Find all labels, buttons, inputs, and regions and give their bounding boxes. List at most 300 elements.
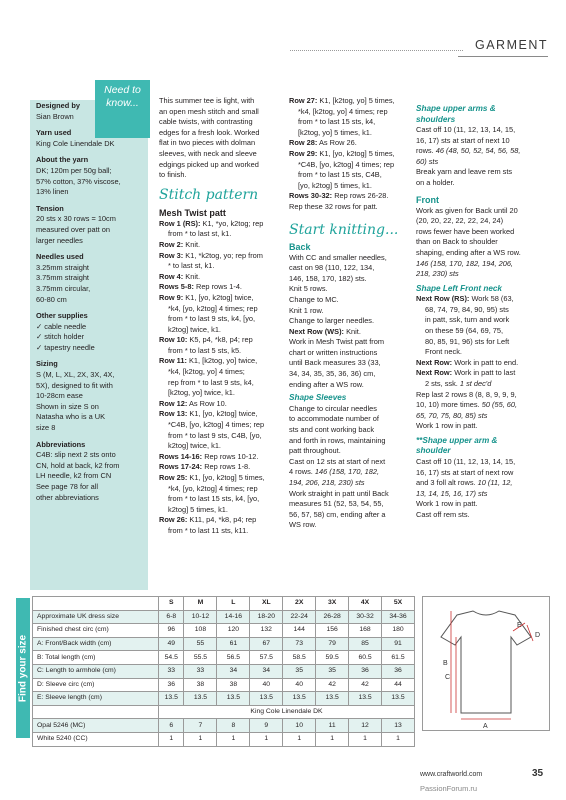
text-line: Change to MC. bbox=[289, 294, 339, 304]
back-title: Back bbox=[289, 241, 311, 252]
left-neck-instructions bbox=[416, 294, 546, 432]
row-continuation: *k4, [yo, k2tog] 4 times; rep bbox=[168, 483, 258, 493]
section-heading: GARMENT bbox=[458, 38, 548, 57]
text-line: and forth in rows, maintaining bbox=[289, 435, 386, 445]
row-text: K1, [k2tog, yo] twice, bbox=[189, 356, 258, 366]
table-cell: 1 bbox=[184, 732, 217, 746]
table-cell: 38 bbox=[217, 678, 250, 692]
row-text: K1, *yo, k2tog; rep bbox=[202, 218, 264, 228]
table-cell: 3X bbox=[316, 597, 349, 611]
table-cell: XL bbox=[250, 597, 283, 611]
table-cell: 13 bbox=[382, 719, 415, 733]
table-cell: Approximate UK dress size bbox=[33, 610, 159, 624]
table-cell: 13.5 bbox=[250, 692, 283, 706]
row-label: Row 9: bbox=[159, 292, 184, 302]
text-line: sts and cont working back bbox=[289, 424, 375, 434]
sidebar-text: C4B: slip next 2 sts onto bbox=[36, 450, 116, 460]
row-label: Rows 14-16: bbox=[159, 451, 203, 461]
sidebar-text: Sian Brown bbox=[36, 111, 74, 121]
row-continuation: in patt, ssk, turn and work bbox=[425, 315, 510, 325]
table-cell: 30-32 bbox=[349, 610, 382, 624]
table-cell: 18-20 bbox=[250, 610, 283, 624]
table-cell: 13.5 bbox=[159, 692, 184, 706]
stitch-count: 194, 206, 218, 230) sts bbox=[289, 477, 365, 487]
pattern-row bbox=[416, 358, 546, 369]
yarn-row bbox=[33, 732, 415, 746]
sidebar-text: 5X), designed to fit with bbox=[36, 380, 113, 390]
sidebar-heading: Yarn used bbox=[36, 128, 72, 138]
pattern-row bbox=[159, 473, 285, 484]
row-continuation: from * to last 9 sts, k4, [yo, bbox=[168, 314, 256, 324]
text-line: rows fewer have been worked bbox=[416, 226, 515, 236]
sidebar-text: S (M, L, XL, 2X, 3X, 4X, bbox=[36, 370, 115, 380]
page-number: 35 bbox=[532, 768, 544, 779]
pattern-row bbox=[159, 219, 285, 230]
text-line: cable twists, with contrasting bbox=[159, 117, 253, 127]
row-continuation: [k2tog, yo] twice, k1. bbox=[168, 388, 235, 398]
text-line: This summer tee is light, with bbox=[159, 96, 255, 105]
table-cell: 180 bbox=[382, 624, 415, 638]
text-line: shaping, ending after a WS row. bbox=[416, 247, 521, 257]
sidebar-text: 57% cotton, 37% viscose, bbox=[36, 176, 121, 186]
table-row bbox=[33, 624, 415, 638]
table-cell: 12 bbox=[349, 719, 382, 733]
row-continuation bbox=[416, 379, 546, 390]
stitch-pattern-title: Stitch pattern bbox=[159, 186, 259, 203]
table-cell: 67 bbox=[250, 637, 283, 651]
text-line: Work 1 row in patt. bbox=[416, 421, 478, 431]
row-text: Knit. bbox=[185, 239, 201, 249]
table-cell: D: Sleeve circ (cm) bbox=[33, 678, 159, 692]
row-continuation: *C4B, [yo, k2tog] 4 times; rep bbox=[298, 159, 395, 169]
row-label: Row 2: bbox=[159, 239, 184, 249]
row-label: Next Row (RS): bbox=[416, 294, 470, 304]
row-continuation: k2tog] 5 times, k1. bbox=[168, 504, 228, 514]
table-cell: 6-8 bbox=[159, 610, 184, 624]
pattern-row bbox=[289, 96, 411, 107]
sidebar-text: See page 78 for all bbox=[36, 482, 99, 491]
upper-arms-instructions bbox=[416, 125, 546, 189]
text-line: Change to circular needles bbox=[289, 403, 377, 413]
sidebar-text: King Cole Linendale DK bbox=[36, 138, 115, 148]
row-continuation: on these 59 (64, 69, 75, bbox=[425, 326, 504, 335]
text-line: measures 51 (52, 53, 54, 55, bbox=[289, 499, 384, 509]
text-line: Work straight in patt until Back bbox=[289, 488, 389, 498]
row-text: K1, *k2tog, yo; rep from bbox=[185, 250, 263, 260]
row-continuation: rep from * to last 9 sts, k4, bbox=[168, 377, 254, 387]
table-cell: 33 bbox=[159, 664, 184, 678]
text-line: Cast off 10 (11, 12, 13, 14, 15, bbox=[416, 456, 516, 466]
table-row bbox=[33, 651, 415, 665]
stitch-count: 50 (55, 60, bbox=[481, 400, 518, 410]
table-cell: 91 bbox=[382, 637, 415, 651]
sidebar-heading: Needles used bbox=[36, 252, 84, 262]
row-label: Row 10: bbox=[159, 335, 188, 345]
row-text: 2 sts, ssk. bbox=[425, 378, 458, 388]
table-cell: 40 bbox=[250, 678, 283, 692]
table-header-row bbox=[33, 597, 415, 611]
text-line: ending after a WS row. bbox=[289, 379, 364, 389]
table-cell: 120 bbox=[217, 624, 250, 638]
row-label: Row 29: bbox=[289, 148, 318, 158]
table-cell: 13.5 bbox=[316, 692, 349, 706]
column-2 bbox=[289, 96, 411, 531]
text-line: 16, 17) sts at start of next row bbox=[416, 467, 514, 477]
back-instructions-2 bbox=[289, 337, 411, 390]
upper-arms-title: Shape upper arms & shoulders bbox=[416, 104, 496, 124]
table-cell: White 5240 (CC) bbox=[33, 732, 159, 746]
text-line: Cast off 10 (11, 12, 13, 14, 15, bbox=[416, 125, 516, 134]
table-cell: 61.5 bbox=[382, 651, 415, 665]
sidebar-text: Natasha who is a UK bbox=[36, 412, 106, 422]
upper-arm-shoulder-title: **Shape upper arm & shoulder bbox=[416, 435, 498, 456]
row-text: Rep rows 1-4. bbox=[195, 282, 242, 292]
table-cell: 38 bbox=[184, 678, 217, 692]
text-line: 10, 10) more times. 50 (55, 60, bbox=[416, 400, 518, 410]
table-row bbox=[33, 692, 415, 706]
table-cell: 13.5 bbox=[184, 692, 217, 706]
table-cell: 33 bbox=[184, 664, 217, 678]
row-continuation: *C4B, [yo, k2tog] 4 times; rep bbox=[168, 420, 265, 430]
table-cell: S bbox=[159, 597, 184, 611]
pattern-row bbox=[289, 138, 411, 149]
sidebar-text: 10-28cm ease bbox=[36, 391, 83, 401]
table-cell: 1 bbox=[250, 732, 283, 746]
mesh-twist-title: Mesh Twist patt bbox=[159, 207, 226, 218]
table-cell: 11 bbox=[316, 719, 349, 733]
diagram-label-d: D bbox=[535, 632, 541, 639]
text-line: edges for a fresh look. Worked bbox=[159, 127, 260, 137]
table-cell: 6 bbox=[159, 719, 184, 733]
pattern-row bbox=[159, 282, 285, 293]
text-line: cast on 98 (110, 122, 134, bbox=[289, 263, 375, 273]
text-line: Work as given for Back until 20 bbox=[416, 205, 518, 215]
sidebar-text: CN, hold at back, k2 from bbox=[36, 460, 120, 470]
row-text: Work 58 (63, bbox=[471, 294, 514, 304]
sidebar-text: 3.75mm straight bbox=[36, 273, 89, 283]
row-continuation: *k4, [k2tog, yo] 4 times; bbox=[168, 367, 245, 377]
table-cell: 14-16 bbox=[217, 610, 250, 624]
repeat-text: Rep these 32 rows for patt. bbox=[289, 201, 378, 211]
intro-text bbox=[159, 96, 285, 181]
sidebar-heading: Designed by bbox=[36, 101, 80, 110]
pattern-row bbox=[159, 515, 285, 526]
shape-sleeves-title: Shape Sleeves bbox=[289, 393, 347, 403]
next-row-label: Next Row (WS): bbox=[289, 326, 345, 336]
left-neck-title: Shape Left Front neck bbox=[416, 283, 502, 293]
yarn-header: King Cole Linendale DK bbox=[159, 705, 415, 719]
text-line: to finish. bbox=[159, 170, 187, 180]
table-cell: 7 bbox=[184, 719, 217, 733]
row-text: K5, p4, *k8, p4; rep bbox=[189, 335, 253, 345]
footer-url: www.craftworld.com bbox=[420, 771, 483, 778]
sidebar-text: size 8 bbox=[36, 423, 56, 433]
table-cell: C: Length to armhole (cm) bbox=[33, 664, 159, 678]
stitch-count: 10 (11, 12, bbox=[477, 478, 513, 488]
row-label: Row 1 (RS): bbox=[159, 218, 201, 228]
stitch-count: 60) sts bbox=[416, 156, 439, 166]
pattern-row bbox=[159, 251, 285, 262]
row-continuation: [k2tog, yo] 5 times, k1. bbox=[298, 127, 372, 137]
table-cell: 59.5 bbox=[316, 651, 349, 665]
table-cell: 1 bbox=[316, 732, 349, 746]
stitch-count: 146 (158, 170, 182, bbox=[314, 467, 379, 477]
text-line: an open mesh stitch and small bbox=[159, 106, 259, 116]
table-cell: 2X bbox=[283, 597, 316, 611]
table-cell: L bbox=[217, 597, 250, 611]
table-row bbox=[33, 610, 415, 624]
table-cell: 55.5 bbox=[184, 651, 217, 665]
pattern-row bbox=[159, 293, 285, 304]
pattern-row bbox=[159, 462, 285, 473]
sidebar-text: ✓ stitch holder bbox=[36, 332, 85, 342]
yarn-row bbox=[33, 719, 415, 733]
garment-diagram bbox=[422, 596, 550, 731]
find-your-size-band: Find your size bbox=[16, 598, 30, 738]
row-text: K1, [k2tog, yo] 5 times, bbox=[319, 96, 395, 105]
table-cell: Opal 5246 (MC) bbox=[33, 719, 159, 733]
row-continuation: from * to last 15 sts, k4, [yo, bbox=[168, 494, 260, 504]
table-cell: 108 bbox=[184, 624, 217, 638]
table-cell: 36 bbox=[349, 664, 382, 678]
row-continuation: *k4, [yo, k2tog] 4 times; rep bbox=[168, 303, 258, 313]
text-line: and 3 foll alt rows. 10 (11, 12, bbox=[416, 478, 513, 488]
stitch-count: 218, 230) sts bbox=[416, 269, 459, 279]
table-cell: 35 bbox=[283, 664, 316, 678]
row-label: Next Row: bbox=[416, 368, 453, 378]
text-line: Knit 1 row. bbox=[289, 305, 324, 315]
table-cell: 13.5 bbox=[349, 692, 382, 706]
table-cell: 156 bbox=[316, 624, 349, 638]
text-line: WS row. bbox=[289, 520, 317, 530]
table-cell: 73 bbox=[283, 637, 316, 651]
sidebar-text: larger needles bbox=[36, 235, 83, 245]
column-3 bbox=[416, 96, 546, 521]
row-continuation: from * to last 5 sts, k5. bbox=[168, 345, 242, 355]
row-label: Row 27: bbox=[289, 96, 318, 105]
row-label: Next Row: bbox=[416, 357, 453, 367]
row-label: Row 12: bbox=[159, 398, 188, 408]
text-line: With CC and smaller needles, bbox=[289, 252, 387, 262]
row-continuation: Front neck. bbox=[425, 347, 462, 357]
table-cell: 42 bbox=[349, 678, 382, 692]
row-continuation: 68, 74, 79, 84, 90, 95) sts bbox=[425, 304, 509, 314]
table-cell: 144 bbox=[283, 624, 316, 638]
sidebar-text: 60-80 cm bbox=[36, 294, 67, 304]
row-label: Row 28: bbox=[289, 138, 318, 148]
text-line: 146, 158, 170, 182) sts. bbox=[289, 273, 367, 283]
row-continuation: k2tog] twice, k1. bbox=[168, 324, 221, 334]
text-line: Work in Mesh Twist patt from bbox=[289, 337, 385, 347]
table-cell: 79 bbox=[316, 637, 349, 651]
pattern-row bbox=[159, 399, 285, 410]
text-line: 16, 17) sts at start of next 10 bbox=[416, 135, 510, 145]
table-row bbox=[33, 664, 415, 678]
row-label: Rows 17-24: bbox=[159, 462, 203, 472]
text-line: chart or written instructions bbox=[289, 347, 378, 357]
table-cell: 22-24 bbox=[283, 610, 316, 624]
stitch-count: 46 (48, 50, 52, 54, 56, 58, bbox=[435, 146, 521, 156]
front-title: Front bbox=[416, 194, 439, 205]
text-line: until Back measures 33 (33, bbox=[289, 358, 381, 368]
table-cell: 55 bbox=[184, 637, 217, 651]
sidebar-text: Shown in size S on bbox=[36, 401, 99, 411]
pattern-row bbox=[416, 368, 546, 379]
table-cell: 132 bbox=[250, 624, 283, 638]
row-continuation: from * to last st, k1. bbox=[168, 229, 232, 239]
table-cell: 85 bbox=[349, 637, 382, 651]
table-cell: 1 bbox=[283, 732, 316, 746]
table-cell bbox=[33, 597, 159, 611]
row-continuation: from * to last 9 sts, C4B, [yo, bbox=[168, 430, 262, 440]
pattern-row bbox=[159, 356, 285, 367]
header-divider bbox=[290, 50, 463, 51]
table-cell: 40 bbox=[283, 678, 316, 692]
table-cell: 1 bbox=[382, 732, 415, 746]
row-text: K1, [yo, k2tog] twice, bbox=[185, 292, 254, 302]
table-cell: 35 bbox=[316, 664, 349, 678]
sidebar-text: ✓ cable needle bbox=[36, 321, 87, 331]
table-cell: A: Front/Back width (cm) bbox=[33, 637, 159, 651]
text-line: 4 rows. 146 (158, 170, 182, bbox=[289, 467, 379, 477]
table-cell: 44 bbox=[382, 678, 415, 692]
stitch-count: 65, 70, 75, 80, 85) sts bbox=[416, 410, 488, 420]
row-continuation: from * to last 15 sts, k4, bbox=[298, 117, 376, 127]
row-continuation: k2tog] twice, k1. bbox=[168, 441, 221, 451]
stitch-count: 1 st dec'd bbox=[459, 378, 492, 388]
sidebar-text: DK; 120m per 50g ball; bbox=[36, 165, 112, 175]
row-text: Rep rows 1-8. bbox=[204, 462, 251, 472]
row-continuation: from * to last 15 sts, C4B, bbox=[298, 170, 382, 180]
table-cell: 96 bbox=[159, 624, 184, 638]
pattern-row bbox=[289, 191, 411, 202]
diagram-label-c: C bbox=[445, 674, 451, 681]
table-cell: 34-36 bbox=[382, 610, 415, 624]
row-label: Row 26: bbox=[159, 515, 188, 525]
front-instructions bbox=[416, 206, 546, 280]
row-label: Rows 5-8: bbox=[159, 282, 194, 292]
row-continuation: 80, 85, 91, 96) sts for Left bbox=[425, 336, 510, 346]
text-line: (20, 20, 22, 22, 22, 24, 24) bbox=[416, 216, 504, 226]
row-text: K11, p4, *k8, p4; rep bbox=[189, 515, 257, 525]
column-1 bbox=[159, 96, 285, 537]
next-row-text: Knit. bbox=[346, 326, 361, 336]
table-cell: 8 bbox=[217, 719, 250, 733]
pattern-row bbox=[416, 294, 546, 305]
table-cell: B: Total length (cm) bbox=[33, 651, 159, 665]
sidebar-heading: Tension bbox=[36, 203, 64, 213]
table-row bbox=[33, 637, 415, 651]
sidebar-heading: Other supplies bbox=[36, 311, 88, 321]
row-label: Row 13: bbox=[159, 409, 188, 419]
text-line: rows. 46 (48, 50, 52, 54, 56, 58, bbox=[416, 146, 521, 156]
table-cell: 34 bbox=[217, 664, 250, 678]
sidebar-text: LH needle, k2 from CN bbox=[36, 471, 112, 481]
table-cell: 36 bbox=[159, 678, 184, 692]
diagram-label-b: B bbox=[443, 660, 448, 667]
sidebar-text: other abbreviations bbox=[36, 492, 99, 502]
table-cell: 36 bbox=[382, 664, 415, 678]
table-cell: 49 bbox=[159, 637, 184, 651]
mesh-rows-cont bbox=[289, 96, 411, 202]
table-cell: 42 bbox=[316, 678, 349, 692]
table-row bbox=[33, 678, 415, 692]
row-text: K1, [yo, k2tog] 5 times, bbox=[319, 148, 395, 158]
table-cell: 10 bbox=[283, 719, 316, 733]
row-continuation: [yo, k2tog] 5 times, k1. bbox=[298, 180, 372, 190]
table-cell: 57.5 bbox=[250, 651, 283, 665]
start-knitting-title: Start knitting... bbox=[289, 221, 399, 238]
diagram-label-e: E bbox=[517, 622, 522, 629]
row-label: Row 3: bbox=[159, 250, 184, 260]
table-cell: 58.5 bbox=[283, 651, 316, 665]
text-line: on a holder. bbox=[416, 177, 455, 187]
row-continuation: * to last st, k1. bbox=[168, 261, 215, 271]
sidebar-content bbox=[36, 101, 144, 503]
row-continuation: *k4, [k2tog, yo] 4 times; rep bbox=[298, 106, 388, 116]
sidebar-heading: About the yarn bbox=[36, 155, 89, 165]
row-text: Work in patt to end. bbox=[454, 357, 519, 367]
text-line: than on Back to shoulder bbox=[416, 237, 498, 247]
text-line: Knit 5 rows. bbox=[289, 284, 328, 294]
text-line: Cast off rem sts. bbox=[416, 509, 470, 519]
text-line: Break yarn and leave rem sts bbox=[416, 167, 513, 177]
back-instructions bbox=[289, 253, 411, 327]
table-cell: 10-12 bbox=[184, 610, 217, 624]
row-label: Row 4: bbox=[159, 271, 184, 281]
row-text: As Row 26. bbox=[319, 138, 357, 148]
table-cell: 168 bbox=[349, 624, 382, 638]
row-text: K1, [yo, k2tog] twice, bbox=[189, 409, 258, 419]
table-cell: 60.5 bbox=[349, 651, 382, 665]
yarn-header-row bbox=[33, 705, 415, 719]
table-cell: 1 bbox=[159, 732, 184, 746]
table-cell bbox=[33, 705, 159, 719]
text-line: 34, 34, 35, 35, 36, 36) cm, bbox=[289, 369, 376, 379]
sidebar-text: 20 sts x 30 rows = 10cm bbox=[36, 214, 116, 224]
pattern-row bbox=[289, 149, 411, 160]
row-text: Knit. bbox=[185, 271, 201, 281]
row-text: Rep rows 10-12. bbox=[204, 451, 259, 461]
sidebar-heading: Sizing bbox=[36, 359, 58, 369]
pattern-row bbox=[159, 335, 285, 346]
table-cell: 9 bbox=[250, 719, 283, 733]
text-line: flat in two pieces with dolman bbox=[159, 138, 256, 148]
row-text: Rep rows 26-28. bbox=[334, 191, 389, 201]
stitch-count: 13, 14, 15, 16, 17) sts bbox=[416, 488, 488, 498]
table-cell: 61 bbox=[217, 637, 250, 651]
table-cell: 13.5 bbox=[217, 692, 250, 706]
row-label: Row 25: bbox=[159, 473, 188, 482]
sleeves-instructions bbox=[289, 404, 411, 489]
table-cell: 26-28 bbox=[316, 610, 349, 624]
pattern-row bbox=[159, 272, 285, 283]
table-cell: 1 bbox=[349, 732, 382, 746]
size-table bbox=[32, 596, 415, 747]
diagram-label-a: A bbox=[483, 723, 488, 730]
row-text: K1, [yo, k2tog] 5 times, bbox=[189, 473, 265, 482]
pattern-row bbox=[159, 240, 285, 251]
pattern-row bbox=[159, 409, 285, 420]
row-label: Rows 30-32: bbox=[289, 191, 333, 201]
sidebar-text: 13% linen bbox=[36, 187, 69, 197]
text-line: patt throughout. bbox=[289, 446, 341, 456]
table-cell: 54.5 bbox=[159, 651, 184, 665]
need-to-know-badge: Need to know... bbox=[95, 80, 150, 138]
table-cell: 1 bbox=[217, 732, 250, 746]
row-text: Work in patt to last bbox=[454, 368, 516, 378]
sidebar-text: ✓ tapestry needle bbox=[36, 342, 95, 352]
